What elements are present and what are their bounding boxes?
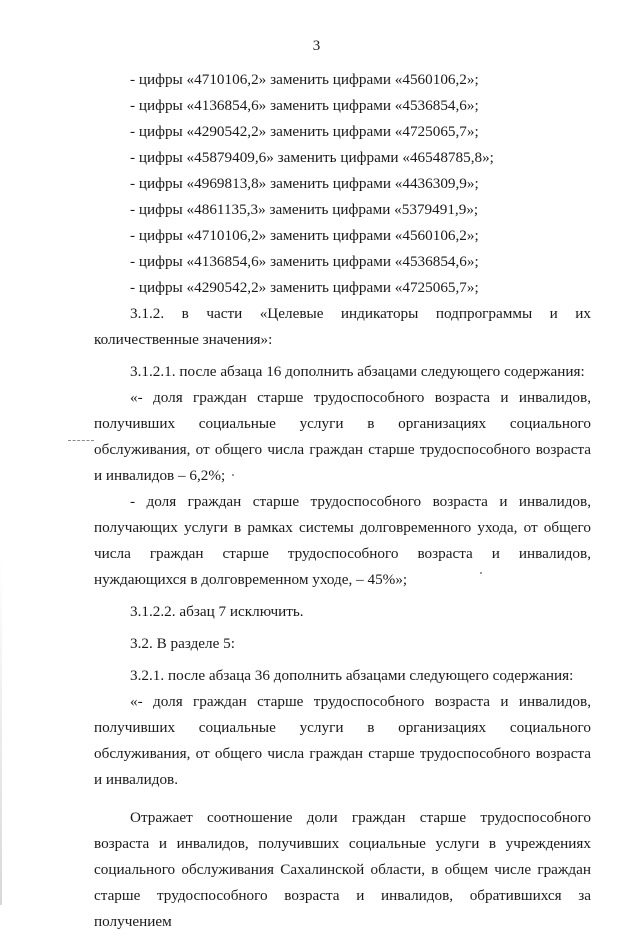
replacement-line: - цифры «4710106,2» заменить цифрами «4560106,2»; <box>130 71 479 88</box>
replacement-line: - цифры «4290542,2» заменить цифрами «4725065,7»; <box>130 123 479 140</box>
replacement-line: - цифры «4969813,8» заменить цифрами «4436309,9»; <box>130 175 479 192</box>
quoted-indicator-2: - доля граждан старше трудоспособного возраста и инвалидов, получающих услуги в рамках системы долговременного ухода, от общего числа граждан старше трудоспособного возраста и инвалидов, нуждающихся в долговременном уходе, – 45%»; <box>94 493 591 588</box>
replacement-line: - цифры «4136854,6» заменить цифрами «4536854,6»; <box>130 97 479 114</box>
paragraph-3-2: 3.2. В разделе 5: <box>130 635 235 652</box>
paragraph-reflects: Отражает соотношение доли граждан старше трудоспособного возраста и инвалидов, получивших социальные услуги в учреждениях социального обслуживания Сахалинской области, в общем числе граждан старше трудоспособного возраста и инвалидов, обратившихся за получением <box>94 809 591 930</box>
replacement-line: - цифры «4861135,3» заменить цифрами «5379491,9»; <box>130 201 479 218</box>
replacement-line: - цифры «45879409,6» заменить цифрами «46548785,8»; <box>130 149 494 166</box>
document-body <box>94 67 591 935</box>
paragraph-3-1-2: 3.1.2. в части «Целевые индикаторы подпрограммы и их количественные значения»: <box>94 305 591 348</box>
replacement-line: - цифры «4710106,2» заменить цифрами «4560106,2»; <box>130 227 479 244</box>
page-number: 3 <box>312 38 321 54</box>
quoted-indicator-3: «- доля граждан старше трудоспособного возраста и инвалидов, получивших социальные услуги в организациях социального обслуживания, от общего числа граждан старше трудоспособного возраста и инвалидов. <box>94 693 591 788</box>
quoted-indicator-1: «- доля граждан старше трудоспособного возраста и инвалидов, получивших социальные услуги в организациях социального обслуживания, от общего числа граждан старше трудоспособного возраста и инвалидов – 6,2%; <box>94 389 591 484</box>
scan-edge-shadow <box>0 560 2 905</box>
paragraph-3-1-2-1: 3.1.2.1. после абзаца 16 дополнить абзацами следующего содержания: <box>130 363 585 380</box>
scan-margin-mark <box>68 440 94 441</box>
paragraph-3-1-2-2: 3.1.2.2. абзац 7 исключить. <box>130 603 304 620</box>
paragraph-3-2-1: 3.2.1. после абзаца 36 дополнить абзацами следующего содержания: <box>130 667 574 684</box>
replacement-line: - цифры «4290542,2» заменить цифрами «4725065,7»; <box>130 279 479 296</box>
replacement-line: - цифры «4136854,6» заменить цифрами «4536854,6»; <box>130 253 479 270</box>
